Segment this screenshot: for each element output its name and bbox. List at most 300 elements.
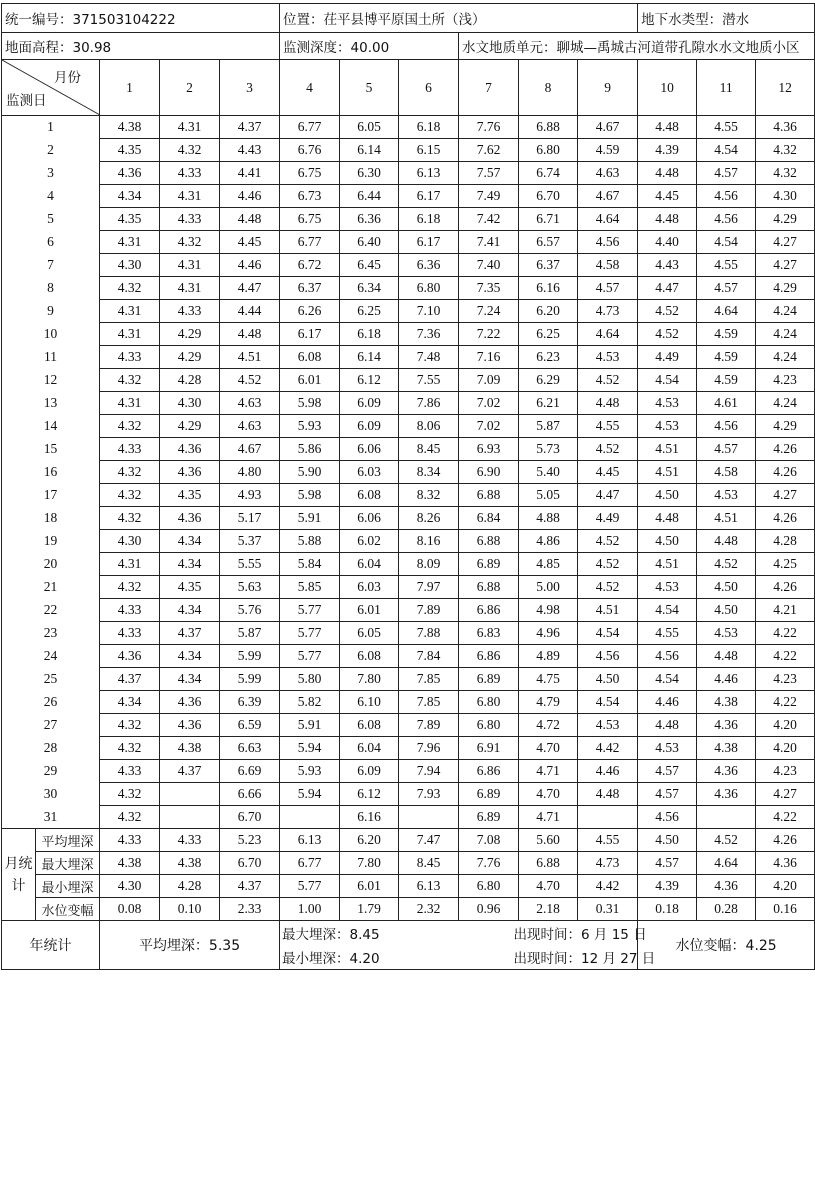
depth-value: 7.94 — [399, 760, 459, 783]
depth-value: 6.03 — [340, 576, 399, 599]
depth-value: 4.20 — [756, 737, 815, 760]
depth-value: 7.16 — [459, 346, 519, 369]
depth-value: 4.46 — [638, 691, 697, 714]
depth-value: 6.26 — [280, 300, 340, 323]
depth-value: 4.26 — [756, 438, 815, 461]
depth-value: 7.36 — [399, 323, 459, 346]
depth-value: 4.34 — [160, 599, 220, 622]
depth-value: 5.99 — [220, 645, 280, 668]
depth-value: 5.80 — [280, 668, 340, 691]
depth-value: 6.63 — [220, 737, 280, 760]
depth-value: 4.35 — [160, 576, 220, 599]
stat-value: 6.20 — [340, 829, 399, 852]
stat-value: 2.18 — [519, 898, 578, 921]
stat-value: 6.13 — [399, 875, 459, 898]
depth-value: 6.37 — [280, 277, 340, 300]
depth-value: 4.38 — [160, 737, 220, 760]
depth-value: 4.53 — [578, 346, 638, 369]
depth-value: 4.32 — [100, 369, 160, 392]
stat-value: 6.13 — [280, 829, 340, 852]
depth-value: 7.62 — [459, 139, 519, 162]
stat-value: 4.52 — [697, 829, 756, 852]
depth-value: 6.70 — [220, 806, 280, 829]
depth-value: 4.24 — [756, 392, 815, 415]
depth-value: 4.67 — [578, 185, 638, 208]
depth-value: 4.54 — [578, 622, 638, 645]
table-row — [2, 783, 815, 806]
month-header: 5 — [340, 60, 399, 116]
table-row — [2, 737, 815, 760]
depth-value: 4.54 — [578, 691, 638, 714]
depth-value: 4.32 — [100, 507, 160, 530]
day-label: 31 — [2, 806, 100, 829]
depth-value: 6.36 — [399, 254, 459, 277]
depth-value: 5.94 — [280, 783, 340, 806]
depth-value: 4.36 — [160, 507, 220, 530]
day-label: 15 — [2, 438, 100, 461]
depth-value: 4.26 — [756, 507, 815, 530]
depth-value: 7.85 — [399, 691, 459, 714]
depth-value: 4.27 — [756, 254, 815, 277]
depth-value: 6.90 — [459, 461, 519, 484]
stat-value: 0.31 — [578, 898, 638, 921]
depth-value: 4.56 — [697, 208, 756, 231]
depth-value: 4.67 — [220, 438, 280, 461]
day-label: 26 — [2, 691, 100, 714]
depth-value: 4.72 — [519, 714, 578, 737]
depth-value: 4.67 — [578, 116, 638, 139]
stat-value: 2.33 — [220, 898, 280, 921]
depth-value: 6.34 — [340, 277, 399, 300]
depth-value: 4.51 — [638, 553, 697, 576]
depth-value: 7.09 — [459, 369, 519, 392]
depth-value: 7.84 — [399, 645, 459, 668]
stat-value: 0.28 — [697, 898, 756, 921]
depth-value: 7.89 — [399, 599, 459, 622]
depth-value: 4.64 — [578, 208, 638, 231]
stat-value: 2.32 — [399, 898, 459, 921]
table-row — [2, 622, 815, 645]
depth-value: 6.75 — [280, 208, 340, 231]
table-row — [2, 553, 815, 576]
ground-elevation: 地面高程：30.98 — [2, 33, 280, 60]
depth-value: 4.23 — [756, 369, 815, 392]
depth-value: 4.37 — [160, 760, 220, 783]
depth-value: 4.53 — [638, 392, 697, 415]
depth-value: 4.51 — [578, 599, 638, 622]
stat-value: 4.39 — [638, 875, 697, 898]
depth-value: 4.38 — [100, 116, 160, 139]
depth-value: 4.50 — [697, 576, 756, 599]
depth-value: 4.54 — [697, 231, 756, 254]
depth-value: 4.25 — [756, 553, 815, 576]
depth-value: 6.44 — [340, 185, 399, 208]
depth-value: 4.28 — [160, 369, 220, 392]
depth-value: 4.47 — [578, 484, 638, 507]
depth-value: 7.57 — [459, 162, 519, 185]
day-label: 23 — [2, 622, 100, 645]
depth-value: 4.45 — [220, 231, 280, 254]
depth-value: 4.51 — [638, 438, 697, 461]
depth-value: 6.18 — [340, 323, 399, 346]
day-label: 28 — [2, 737, 100, 760]
depth-value: 4.50 — [638, 484, 697, 507]
depth-value: 4.36 — [160, 691, 220, 714]
depth-value: 4.34 — [100, 691, 160, 714]
depth-value: 4.33 — [160, 208, 220, 231]
depth-value: 4.36 — [100, 645, 160, 668]
depth-value: 4.63 — [220, 415, 280, 438]
depth-value: 4.54 — [638, 599, 697, 622]
depth-value — [399, 806, 459, 829]
depth-value: 7.02 — [459, 392, 519, 415]
depth-value: 4.32 — [100, 806, 160, 829]
depth-value: 4.54 — [638, 668, 697, 691]
depth-value: 6.40 — [340, 231, 399, 254]
depth-value: 4.36 — [160, 714, 220, 737]
table-row — [2, 599, 815, 622]
depth-value: 7.96 — [399, 737, 459, 760]
stat-value: 4.42 — [578, 875, 638, 898]
depth-value: 4.32 — [100, 576, 160, 599]
depth-value: 4.48 — [697, 530, 756, 553]
depth-value: 7.42 — [459, 208, 519, 231]
depth-value: 4.31 — [100, 553, 160, 576]
depth-value: 4.22 — [756, 645, 815, 668]
table-row — [2, 507, 815, 530]
depth-value: 4.34 — [160, 668, 220, 691]
depth-value: 6.05 — [340, 622, 399, 645]
depth-value: 4.56 — [697, 185, 756, 208]
monthly-stats-label: 月统计 — [2, 829, 36, 921]
depth-value: 6.36 — [340, 208, 399, 231]
depth-value: 6.80 — [459, 691, 519, 714]
depth-value: 4.30 — [756, 185, 815, 208]
month-header: 12 — [756, 60, 815, 116]
depth-value: 6.89 — [459, 553, 519, 576]
depth-value: 4.71 — [519, 760, 578, 783]
depth-value — [280, 806, 340, 829]
depth-value: 7.86 — [399, 392, 459, 415]
depth-value: 4.71 — [519, 806, 578, 829]
table-row — [2, 116, 815, 139]
depth-value: 6.21 — [519, 392, 578, 415]
depth-value: 5.87 — [519, 415, 578, 438]
month-header: 1 — [100, 60, 160, 116]
stat-value: 6.77 — [280, 852, 340, 875]
depth-value: 7.41 — [459, 231, 519, 254]
depth-value: 6.77 — [280, 231, 340, 254]
day-label: 6 — [2, 231, 100, 254]
table-row — [2, 645, 815, 668]
depth-value: 4.32 — [100, 415, 160, 438]
depth-value: 4.57 — [578, 277, 638, 300]
depth-value: 4.31 — [160, 277, 220, 300]
depth-value: 5.17 — [220, 507, 280, 530]
depth-value: 4.57 — [638, 760, 697, 783]
depth-value: 4.20 — [756, 714, 815, 737]
stat-value: 4.36 — [756, 852, 815, 875]
depth-value: 4.55 — [697, 116, 756, 139]
stat-value: 6.88 — [519, 852, 578, 875]
depth-value: 4.30 — [100, 254, 160, 277]
depth-value: 6.83 — [459, 622, 519, 645]
depth-value: 4.35 — [100, 208, 160, 231]
depth-value: 6.12 — [340, 369, 399, 392]
depth-value: 4.59 — [697, 346, 756, 369]
depth-value: 5.77 — [280, 622, 340, 645]
depth-value: 6.69 — [220, 760, 280, 783]
depth-value: 5.82 — [280, 691, 340, 714]
depth-value: 4.98 — [519, 599, 578, 622]
depth-value: 4.30 — [100, 530, 160, 553]
depth-value: 4.36 — [697, 783, 756, 806]
depth-value: 4.33 — [100, 346, 160, 369]
stat-value: 5.23 — [220, 829, 280, 852]
stat-value: 4.20 — [756, 875, 815, 898]
depth-value: 6.80 — [519, 139, 578, 162]
depth-value: 4.34 — [160, 645, 220, 668]
table-row — [2, 484, 815, 507]
depth-value: 4.36 — [756, 116, 815, 139]
depth-value: 5.98 — [280, 392, 340, 415]
depth-value: 6.08 — [340, 484, 399, 507]
depth-value: 4.48 — [578, 392, 638, 415]
depth-value: 6.25 — [340, 300, 399, 323]
depth-value: 7.02 — [459, 415, 519, 438]
depth-value: 4.33 — [100, 622, 160, 645]
stat-value: 0.10 — [160, 898, 220, 921]
depth-value: 4.22 — [756, 806, 815, 829]
stat-label: 最小埋深 — [36, 875, 100, 898]
day-label: 17 — [2, 484, 100, 507]
day-label: 12 — [2, 369, 100, 392]
depth-value: 4.29 — [756, 415, 815, 438]
depth-value: 4.22 — [756, 691, 815, 714]
depth-value: 4.39 — [638, 139, 697, 162]
depth-value: 6.66 — [220, 783, 280, 806]
monthly-stat-row — [2, 829, 815, 852]
depth-value: 6.25 — [519, 323, 578, 346]
table-row — [2, 668, 815, 691]
depth-value: 7.10 — [399, 300, 459, 323]
depth-value: 4.49 — [638, 346, 697, 369]
stat-value: 4.57 — [638, 852, 697, 875]
depth-value: 6.74 — [519, 162, 578, 185]
stat-value: 4.64 — [697, 852, 756, 875]
depth-value: 5.98 — [280, 484, 340, 507]
depth-value: 6.14 — [340, 139, 399, 162]
depth-value: 4.55 — [638, 622, 697, 645]
depth-value: 7.85 — [399, 668, 459, 691]
depth-value: 4.44 — [220, 300, 280, 323]
day-label: 24 — [2, 645, 100, 668]
depth-value: 6.84 — [459, 507, 519, 530]
stat-value: 4.36 — [697, 875, 756, 898]
depth-value: 4.56 — [578, 231, 638, 254]
depth-value: 5.05 — [519, 484, 578, 507]
depth-value: 4.29 — [160, 346, 220, 369]
depth-value: 4.52 — [697, 553, 756, 576]
depth-value: 4.48 — [220, 323, 280, 346]
depth-value: 5.91 — [280, 507, 340, 530]
depth-value: 4.59 — [697, 369, 756, 392]
depth-value: 6.91 — [459, 737, 519, 760]
depth-value: 4.57 — [697, 162, 756, 185]
stat-value: 1.79 — [340, 898, 399, 921]
yearly-average: 平均埋深：5.35 — [100, 921, 280, 970]
depth-value: 5.86 — [280, 438, 340, 461]
depth-value: 4.31 — [100, 300, 160, 323]
depth-value: 6.73 — [280, 185, 340, 208]
depth-value: 6.39 — [220, 691, 280, 714]
depth-value — [578, 806, 638, 829]
depth-value: 4.52 — [578, 438, 638, 461]
day-label: 13 — [2, 392, 100, 415]
well-id: 统一编号：371503104222 — [2, 4, 280, 33]
depth-value: 4.26 — [756, 461, 815, 484]
depth-value: 7.24 — [459, 300, 519, 323]
depth-value: 5.77 — [280, 599, 340, 622]
depth-value: 4.47 — [220, 277, 280, 300]
stat-value: 0.18 — [638, 898, 697, 921]
stat-value: 4.26 — [756, 829, 815, 852]
corner-day-label: 监测日 — [6, 93, 47, 109]
depth-value: 4.52 — [220, 369, 280, 392]
depth-value: 7.76 — [459, 116, 519, 139]
depth-value: 4.33 — [160, 162, 220, 185]
depth-value: 6.88 — [519, 116, 578, 139]
depth-value: 5.73 — [519, 438, 578, 461]
day-label: 20 — [2, 553, 100, 576]
depth-value: 4.64 — [697, 300, 756, 323]
stat-value: 4.38 — [100, 852, 160, 875]
depth-value: 6.88 — [459, 484, 519, 507]
yearly-min-time: 出现时间：12 月 27 日 — [459, 945, 638, 970]
depth-value: 6.04 — [340, 737, 399, 760]
depth-value: 6.09 — [340, 760, 399, 783]
depth-value: 4.52 — [578, 369, 638, 392]
depth-value: 4.52 — [578, 530, 638, 553]
depth-value: 6.72 — [280, 254, 340, 277]
depth-value: 6.59 — [220, 714, 280, 737]
table-row — [2, 277, 815, 300]
depth-value: 7.97 — [399, 576, 459, 599]
depth-value: 8.32 — [399, 484, 459, 507]
depth-value: 6.88 — [459, 530, 519, 553]
depth-value — [160, 783, 220, 806]
depth-value: 5.99 — [220, 668, 280, 691]
stat-value: 4.73 — [578, 852, 638, 875]
depth-value: 4.52 — [638, 300, 697, 323]
depth-value: 4.21 — [756, 599, 815, 622]
stat-value: 0.96 — [459, 898, 519, 921]
depth-value: 4.53 — [697, 484, 756, 507]
depth-value: 4.46 — [220, 254, 280, 277]
depth-value: 6.86 — [459, 760, 519, 783]
depth-value: 7.49 — [459, 185, 519, 208]
depth-value: 4.30 — [160, 392, 220, 415]
depth-value: 6.86 — [459, 645, 519, 668]
depth-value: 6.70 — [519, 185, 578, 208]
stat-value: 7.08 — [459, 829, 519, 852]
depth-value: 4.29 — [756, 277, 815, 300]
depth-value: 4.37 — [100, 668, 160, 691]
month-header: 11 — [697, 60, 756, 116]
depth-value: 4.50 — [638, 530, 697, 553]
table-row — [2, 760, 815, 783]
depth-value: 4.49 — [578, 507, 638, 530]
depth-value: 4.59 — [578, 139, 638, 162]
depth-value: 6.06 — [340, 507, 399, 530]
stat-value: 4.55 — [578, 829, 638, 852]
table-row — [2, 369, 815, 392]
depth-value: 4.32 — [756, 139, 815, 162]
day-label: 10 — [2, 323, 100, 346]
depth-value: 5.85 — [280, 576, 340, 599]
day-label: 2 — [2, 139, 100, 162]
table-row — [2, 691, 815, 714]
depth-value: 4.35 — [100, 139, 160, 162]
table-row — [2, 323, 815, 346]
day-label: 14 — [2, 415, 100, 438]
yearly-stats-label: 年统计 — [2, 921, 100, 970]
depth-value: 4.46 — [697, 668, 756, 691]
depth-value: 8.09 — [399, 553, 459, 576]
depth-value: 4.56 — [578, 645, 638, 668]
water-level-table — [1, 3, 815, 970]
hydro-unit: 水文地质单元：聊城—禹城古河道带孔隙水水文地质小区 — [459, 33, 815, 60]
depth-value: 6.14 — [340, 346, 399, 369]
depth-value: 5.90 — [280, 461, 340, 484]
day-label: 8 — [2, 277, 100, 300]
depth-value: 5.77 — [280, 645, 340, 668]
depth-value: 4.33 — [100, 438, 160, 461]
stat-value: 7.80 — [340, 852, 399, 875]
depth-value: 4.40 — [638, 231, 697, 254]
depth-value: 4.52 — [578, 553, 638, 576]
yearly-stats-row — [2, 921, 815, 946]
depth-value: 4.57 — [638, 783, 697, 806]
depth-value: 4.37 — [220, 116, 280, 139]
depth-value: 6.13 — [399, 162, 459, 185]
depth-value: 4.43 — [638, 254, 697, 277]
stat-value: 6.70 — [220, 852, 280, 875]
table-row — [2, 185, 815, 208]
depth-value: 4.63 — [220, 392, 280, 415]
stat-value: 4.28 — [160, 875, 220, 898]
month-header: 10 — [638, 60, 697, 116]
depth-value: 4.32 — [756, 162, 815, 185]
depth-value: 8.45 — [399, 438, 459, 461]
depth-value: 4.23 — [756, 760, 815, 783]
monitoring-depth: 监测深度：40.00 — [280, 33, 459, 60]
depth-value: 6.80 — [399, 277, 459, 300]
depth-value: 5.84 — [280, 553, 340, 576]
depth-value: 6.18 — [399, 208, 459, 231]
stat-label: 最大埋深 — [36, 852, 100, 875]
depth-value: 6.23 — [519, 346, 578, 369]
depth-value: 4.29 — [160, 415, 220, 438]
depth-value: 4.35 — [160, 484, 220, 507]
month-header: 6 — [399, 60, 459, 116]
depth-value: 4.36 — [697, 714, 756, 737]
stat-value: 0.08 — [100, 898, 160, 921]
depth-value: 4.53 — [578, 714, 638, 737]
depth-value: 7.55 — [399, 369, 459, 392]
depth-value: 4.54 — [697, 139, 756, 162]
depth-value: 4.64 — [578, 323, 638, 346]
